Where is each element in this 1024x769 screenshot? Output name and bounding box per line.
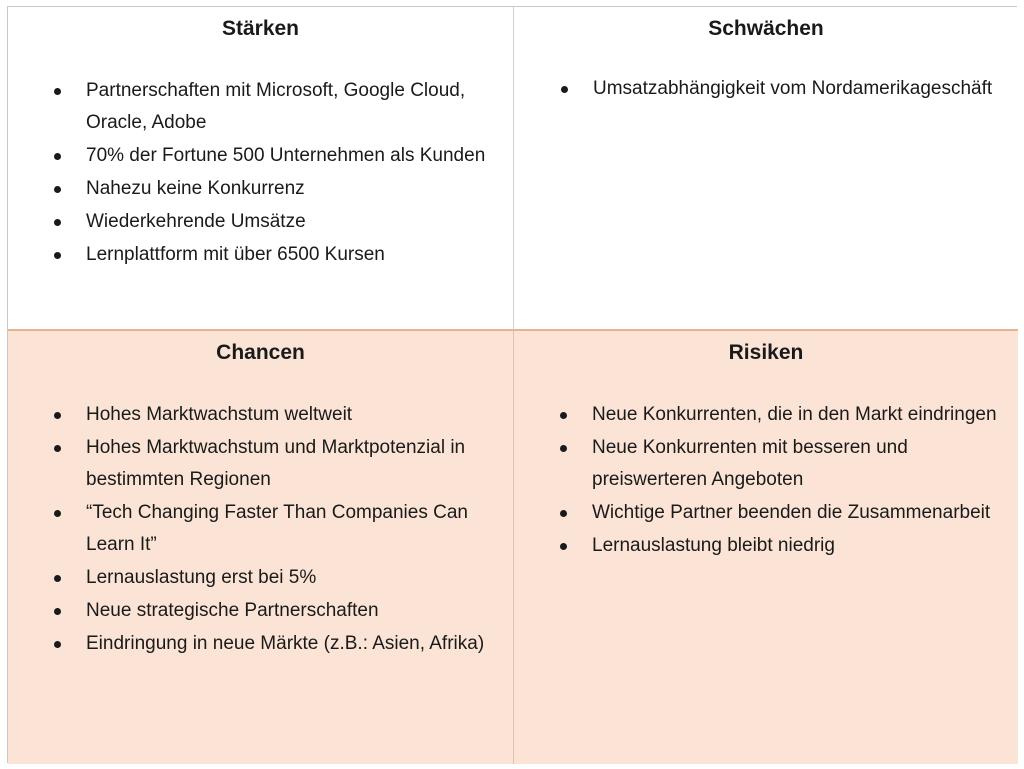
bullet-icon — [560, 445, 567, 452]
list-item-text: Neue Konkurrenten, die in den Markt eindringen — [592, 404, 997, 425]
list-item-text: “Tech Changing Faster Than Companies Can Learn It” — [86, 502, 468, 555]
opportunities-title: Chancen — [216, 341, 305, 364]
bullet-icon — [54, 252, 61, 259]
bullet-icon — [54, 88, 61, 95]
list-item-text: Nahezu keine Konkurrenz — [86, 178, 305, 199]
bullet-icon — [54, 510, 61, 517]
list-item — [54, 173, 499, 205]
threats-cell — [514, 331, 1018, 764]
list-item-text: Partnerschaften mit Microsoft, Google Cloud, Oracle, Adobe — [86, 80, 466, 133]
bullet-icon — [54, 641, 61, 648]
bullet-icon — [54, 412, 61, 419]
opportunities-cell — [8, 331, 514, 764]
list-item-text: Neue strategische Partnerschaften — [86, 600, 379, 621]
list-item — [560, 530, 1004, 562]
list-item — [560, 399, 1004, 431]
list-item — [560, 497, 1004, 529]
bullet-icon — [560, 510, 567, 517]
list-item — [54, 140, 499, 172]
bullet-icon — [560, 543, 567, 550]
list-item — [560, 432, 1004, 496]
bullet-icon — [560, 412, 567, 419]
list-item — [54, 75, 499, 139]
weaknesses-cell — [514, 7, 1018, 331]
list-item — [54, 562, 499, 594]
list-item — [54, 239, 499, 271]
list-item — [54, 399, 499, 431]
opportunities-list — [54, 399, 499, 661]
bullet-icon — [54, 219, 61, 226]
list-item — [54, 206, 499, 238]
weaknesses-title: Schwächen — [708, 17, 824, 40]
list-item-text: Eindringung in neue Märkte (z.B.: Asien, Afrika) — [86, 633, 485, 654]
threats-title: Risiken — [728, 341, 804, 364]
list-item-text: Hohes Marktwachstum weltweit — [86, 404, 353, 425]
bullet-icon — [54, 575, 61, 582]
bullet-icon — [54, 608, 61, 615]
list-item — [54, 628, 499, 660]
swot-table — [7, 6, 1017, 763]
list-item — [561, 75, 1004, 103]
bullet-icon — [54, 445, 61, 452]
list-item-text: 70% der Fortune 500 Unternehmen als Kunden — [86, 145, 486, 166]
threats-list — [560, 399, 1004, 563]
bullet-icon — [54, 186, 61, 193]
bullet-icon — [54, 153, 61, 160]
list-item-text: Lernplattform mit über 6500 Kursen — [86, 244, 385, 265]
list-item-text: Lernauslastung erst bei 5% — [86, 567, 317, 588]
list-item-text: Wichtige Partner beenden die Zusammenarbeit — [592, 502, 991, 523]
list-item-text: Hohes Marktwachstum und Marktpotenzial in bestimmten Regionen — [86, 437, 466, 490]
list-item-text: Umsatzabhängigkeit vom Nordamerikageschäft — [593, 78, 993, 99]
bullet-icon — [561, 86, 568, 93]
list-item-text: Wiederkehrende Umsätze — [86, 211, 306, 232]
list-item — [54, 595, 499, 627]
strengths-cell — [8, 7, 514, 331]
weaknesses-list — [561, 75, 1004, 104]
strengths-list — [54, 75, 499, 272]
list-item-text: Lernauslastung bleibt niedrig — [592, 535, 835, 556]
list-item — [54, 497, 499, 561]
strengths-title: Stärken — [221, 17, 300, 40]
list-item-text: Neue Konkurrenten mit besseren und preiswerteren Angeboten — [592, 437, 908, 490]
list-item — [54, 432, 499, 496]
